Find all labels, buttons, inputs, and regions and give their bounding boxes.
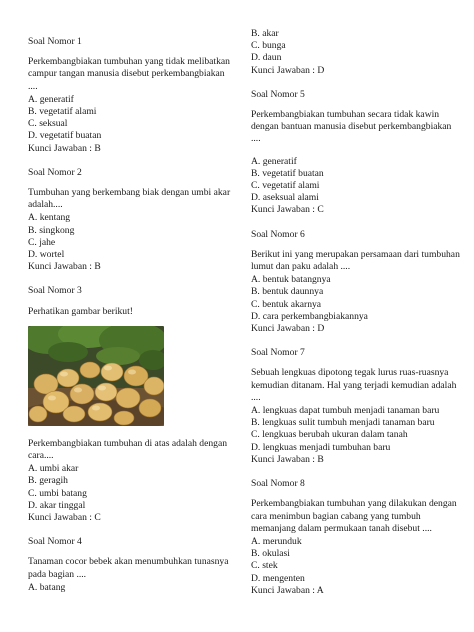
question-title: Soal Nomor 7	[251, 347, 305, 359]
option: B. vegetatif alami	[28, 106, 97, 118]
answer-key: Kunci Jawaban : D	[251, 323, 325, 335]
right-column	[251, 0, 461, 597]
option: B. vegetatif buatan	[251, 167, 324, 179]
answer-key: Kunci Jawaban : C	[28, 512, 101, 524]
question-text: Perkembangbiakan tumbuhan di atas adalah dengan cara....	[28, 437, 228, 462]
question-7	[251, 347, 461, 466]
question-6	[251, 229, 461, 336]
option: B. lengkuas sulit tumbuh menjadi tanaman baru	[251, 417, 435, 429]
question-8	[251, 478, 461, 597]
option: B. akar	[251, 28, 279, 39]
answer-key: Kunci Jawaban : B	[28, 261, 101, 273]
option: C. lengkuas berubah ukuran dalam tanah	[251, 429, 408, 441]
question-text: Tanaman cocor bebek akan menumbuhkan tunasnya pada bagian ....	[28, 556, 229, 580]
answer-key: Kunci Jawaban : B	[28, 142, 101, 154]
option: D. cara perkembangbiakannya	[251, 310, 368, 322]
question-text: Tumbuhan yang berkembang biak dengan umbi akar adalah....	[28, 187, 231, 211]
option: A. kentang	[28, 212, 71, 224]
question-text: Berikut ini yang merupakan persamaan dari tumbuhan lumut dan paku adalah ....	[251, 248, 460, 273]
option: C. jahe	[28, 236, 56, 248]
option: D. vegetatif buatan	[28, 130, 102, 142]
option: B. singkong	[28, 224, 75, 236]
option: B. okulasi	[251, 548, 290, 560]
option: C. bunga	[251, 40, 286, 52]
answer-key: Kunci Jawaban : D	[251, 64, 325, 76]
left-column	[28, 0, 236, 594]
question-title: Soal Nomor 5	[251, 88, 305, 100]
question-title: Soal Nomor 1	[28, 36, 82, 47]
question-3	[28, 285, 236, 524]
option: D. akar tinggal	[28, 499, 86, 511]
answer-key: Kunci Jawaban : C	[251, 204, 324, 216]
question-text: Perkembangbiakan tumbuhan secara tidak kawin dengan bantuan manusia disebut perkembangbiakan ....	[251, 109, 452, 145]
option: B. geragih	[28, 475, 68, 487]
question-4	[28, 536, 236, 594]
question-4-continued	[251, 28, 461, 77]
option: C. vegetatif alami	[251, 180, 320, 192]
option: C. umbi batang	[28, 487, 87, 499]
potato-illustration	[28, 326, 164, 426]
option: D. wortel	[28, 249, 65, 261]
answer-key: Kunci Jawaban : B	[251, 453, 324, 465]
option: A. umbi akar	[28, 463, 79, 475]
question-title: Soal Nomor 8	[251, 478, 305, 490]
question-title: Soal Nomor 2	[28, 166, 82, 178]
question-text: Sebuah lengkuas dipotong tegak lurus ruas-ruasnya kemudian ditanam. Hal yang terjadi kemudian adalah ....	[251, 367, 457, 403]
option: A. generatif	[251, 155, 297, 167]
option: B. bentuk daunnya	[251, 286, 324, 298]
option: A. batang	[28, 581, 66, 593]
option: A. lengkuas dapat tumbuh menjadi tanaman baru	[251, 405, 440, 417]
potato-photo	[28, 326, 164, 426]
option: C. stek	[251, 560, 278, 572]
question-title: Soal Nomor 6	[251, 228, 305, 240]
option: C. seksual	[28, 118, 68, 130]
option: D. mengenten	[251, 572, 305, 584]
question-text: Perkembangbiakan tumbuhan yang tidak melibatkan campur tangan manusia disebut perkembangbiakan ....	[28, 56, 230, 92]
question-5	[251, 89, 461, 217]
question-1	[28, 36, 236, 155]
option: A. merunduk	[251, 535, 302, 547]
question-title: Soal Nomor 4	[28, 536, 82, 548]
question-intro: Perhatikan gambar berikut!	[28, 305, 133, 317]
question-text: Perkembangbiakan tumbuhan yang dilakukan dengan cara menimbun bagian cabang yang tumbuh memanjang dalam permukaan tanah disebut ....	[251, 498, 457, 534]
answer-key: Kunci Jawaban : A	[251, 584, 324, 596]
option: D. daun	[251, 52, 282, 64]
option: C. bentuk akarnya	[251, 298, 322, 310]
option: D. lengkuas menjadi tumbuhan baru	[251, 441, 391, 453]
question-2	[28, 167, 236, 274]
option: A. generatif	[28, 93, 74, 105]
option: D. aseksual alami	[251, 192, 319, 204]
option: A. bentuk batangnya	[251, 274, 331, 286]
question-title: Soal Nomor 3	[28, 285, 82, 297]
